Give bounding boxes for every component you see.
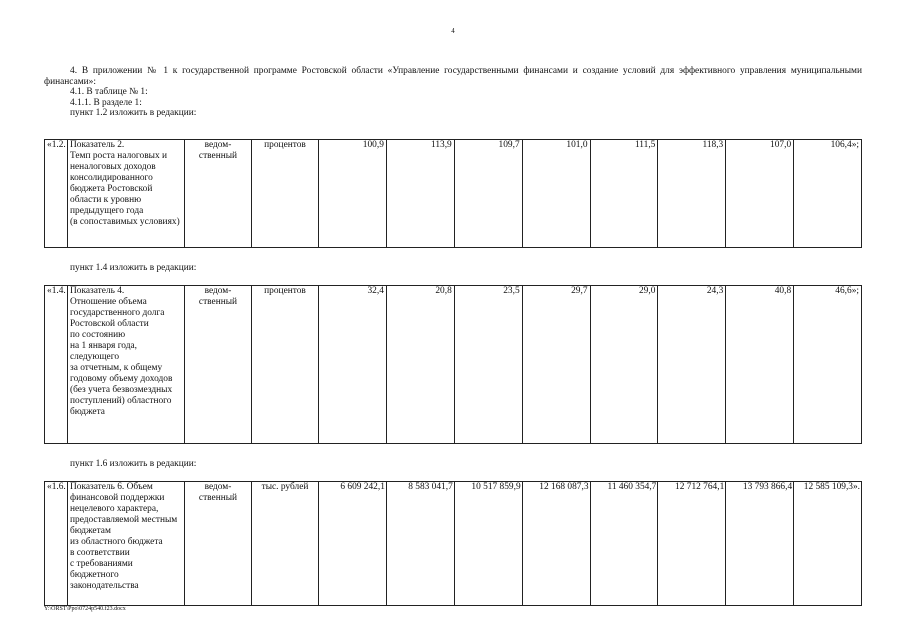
indicator-name bbox=[68, 482, 185, 606]
indicator-name-text: Показатель 6. Объем финансовой поддержки нецелевого характера, предоставляемой местным бюджетам из областного бюджета в соответствии с требованиями бюджетного законодательства bbox=[70, 482, 178, 591]
table-item-1-2 bbox=[44, 139, 862, 248]
value-cell: 8 583 041,7 bbox=[386, 482, 454, 606]
indicator-name-text: Показатель 2. Темп роста налоговых и неналоговых доходов консолидированного бюджета Ростовской области к уровню предыдущего года (в сопоставимых условиях) bbox=[70, 140, 180, 227]
intro-line-table: 4.1. В таблице № 1: bbox=[70, 87, 148, 97]
lead-item-1-6: пункт 1.6 изложить в редакции: bbox=[70, 459, 197, 469]
table-row bbox=[45, 286, 862, 444]
value-cell: 12 168 087,3 bbox=[522, 482, 590, 606]
unit: процентов bbox=[252, 140, 319, 248]
indicator-name bbox=[68, 286, 185, 444]
value-cell: 107,0 bbox=[726, 140, 794, 248]
indicator-name-text: Показатель 4. Отношение объема государственного долга Ростовской области по состоянию на 1 января года, следующего за отчетным, к общему годовому объему доходов (без учета безвозмездных поступлений) областного бюджета bbox=[70, 286, 173, 417]
value-cell: 12 712 764,1 bbox=[658, 482, 726, 606]
indicator-name bbox=[68, 140, 185, 248]
value-cell: 46,6»; bbox=[794, 286, 862, 444]
value-cell: 6 609 242,1 bbox=[319, 482, 387, 606]
intro-paragraph: 4. В приложении № 1 к государственной программе Ростовской области «Управление государственными финансами и создание условий для эффективного управления муниципальными финансами»: bbox=[44, 66, 862, 87]
value-cell: 13 793 866,4 bbox=[726, 482, 794, 606]
page-number: 4 bbox=[451, 27, 455, 35]
source-type: ведом-ственный bbox=[185, 482, 252, 606]
value-cell: 20,8 bbox=[386, 286, 454, 444]
value-cell: 101,0 bbox=[522, 140, 590, 248]
row-number: «1.6. bbox=[45, 482, 68, 606]
value-cell: 106,4»; bbox=[794, 140, 862, 248]
unit: тыс. рублей bbox=[252, 482, 319, 606]
value-cell: 113,9 bbox=[386, 140, 454, 248]
unit: процентов bbox=[252, 286, 319, 444]
value-cell: 118,3 bbox=[658, 140, 726, 248]
source-type: ведом-ственный bbox=[185, 140, 252, 248]
row-number: «1.2. bbox=[45, 140, 68, 248]
table-item-1-6 bbox=[44, 481, 862, 606]
value-cell: 11 460 354,7 bbox=[590, 482, 658, 606]
table-row bbox=[45, 140, 862, 248]
file-path-footer: Y:\ORST\Ppo\0724p540.f23.docx bbox=[44, 606, 126, 612]
table-row bbox=[45, 482, 862, 606]
intro-line-section: 4.1.1. В разделе 1: bbox=[70, 97, 142, 108]
value-cell: 40,8 bbox=[726, 286, 794, 444]
value-cell: 109,7 bbox=[454, 140, 522, 248]
value-cell: 29,7 bbox=[522, 286, 590, 444]
value-cell: 12 585 109,3». bbox=[794, 482, 862, 606]
value-cell: 23,5 bbox=[454, 286, 522, 444]
value-cell: 10 517 859,9 bbox=[454, 482, 522, 606]
source-type: ведом-ственный bbox=[185, 286, 252, 444]
lead-item-1-2: пункт 1.2 изложить в редакции: bbox=[70, 108, 197, 118]
value-cell: 32,4 bbox=[319, 286, 387, 444]
intro-section bbox=[44, 66, 862, 119]
value-cell: 100,9 bbox=[319, 140, 387, 248]
table-item-1-4 bbox=[44, 285, 862, 444]
lead-item-1-4: пункт 1.4 изложить в редакции: bbox=[70, 263, 197, 273]
row-number: «1.4. bbox=[45, 286, 68, 444]
value-cell: 29,0 bbox=[590, 286, 658, 444]
value-cell: 111,5 bbox=[590, 140, 658, 248]
value-cell: 24,3 bbox=[658, 286, 726, 444]
